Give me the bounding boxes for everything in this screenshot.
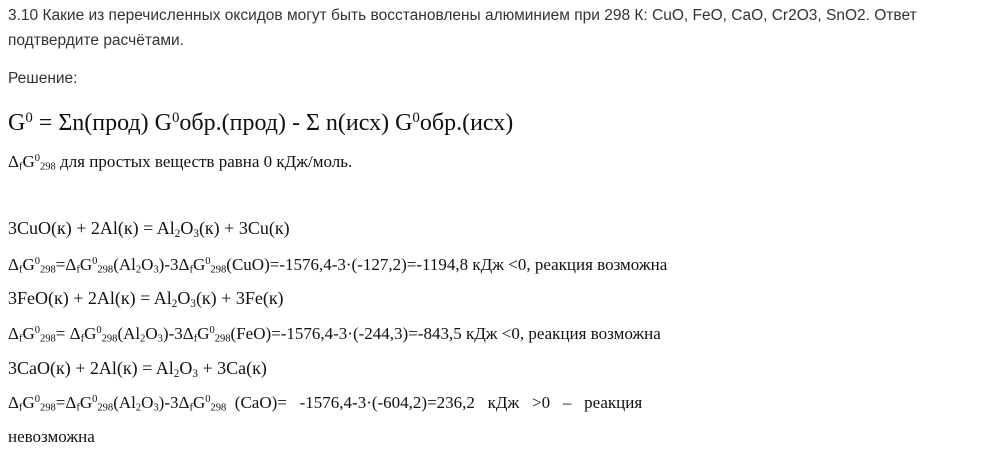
- calculation-cao-conclusion: невозможна: [8, 427, 95, 446]
- reaction-feo: $3FeO(к) + 2Al(к) = Al_2O_3(к) + 3Fe(к)$: [8, 288, 284, 310]
- gibbs-formula: $G^0$ = Σn(прод) $G^0обр.(прод)$ - Σ n(исх) $G^0обр.(исх)$: [8, 109, 514, 136]
- solution-image: [0, 104, 982, 456]
- solution-label: Решение:: [8, 70, 78, 87]
- question-text: 3.10 Какие из перечисленных оксидов могут быть восстановлены алюминием при 298 К: CuO, FeO, CaO, Cr2O3, SnO2. Ответ подтвердите расчётами.: [8, 7, 917, 49]
- calculation-feo: $\Delta_fG^0_{298}= \Delta_fG^0_{298}(Al_2O_3)-3\Delta_fG^0_{298}(FeO)=-1576,4-3\cdot(-244,3)=-843,5$ кДж <0, реакция возможна: [8, 324, 661, 345]
- reaction-cao: $3CaO(к) + 2Al(к) = Al_2O_3 + 3Ca(к)$: [8, 358, 267, 380]
- simple-substances-note: $\Delta_fG^0_{298}$ для простых веществ равна 0 кДж/моль.: [8, 152, 353, 173]
- calculation-cuo: $\Delta_fG^0_{298}=\Delta_fG^0_{298}(Al_2O_3)-3\Delta_fG^0_{298}(CuO)=-1576,4-3\cdot(-127,2)=-1194,8$ кДж <0, реакция возможна: [8, 255, 668, 276]
- reaction-cuo: $3CuO(к) + 2Al(к) = Al_2O_3(к) + 3Cu(к)$: [8, 218, 290, 240]
- calculation-cao: $\Delta_fG^0_{298}=\Delta_fG^0_{298}(Al_2O_3)-3\Delta_fG^0_{298}$ (CaO)= -1576,4-3·(-604,2)=236,2 кДж >0 – реакция: [8, 393, 643, 414]
